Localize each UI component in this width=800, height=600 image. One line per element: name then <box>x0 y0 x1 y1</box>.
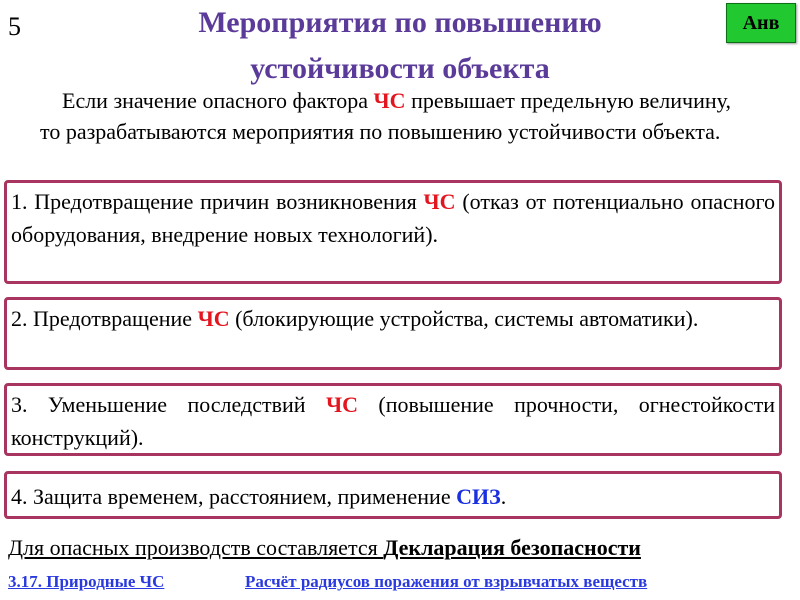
author-badge-button[interactable]: Анв <box>726 3 796 43</box>
intro-highlight: ЧС <box>373 88 406 113</box>
measure-box-2 <box>4 297 782 370</box>
measure-1-highlight: ЧС <box>423 189 456 214</box>
declaration-text: Для опасных производств составляется <box>8 535 384 560</box>
measure-3-prefix: 3. Уменьшение последствий <box>11 392 326 417</box>
measure-box-1 <box>4 180 782 284</box>
measure-4-suffix: . <box>500 484 507 509</box>
declaration-line <box>8 534 788 562</box>
measure-box-3 <box>4 383 782 456</box>
measure-2-prefix: 2. Предотвращение <box>11 306 198 331</box>
measure-2-highlight: ЧС <box>197 306 230 331</box>
intro-text-start: Если значение опасного фактора <box>62 88 374 113</box>
explosion-radius-link[interactable]: Расчёт радиусов поражения от взрывчатых веществ <box>245 572 648 591</box>
measure-4-highlight: СИЗ <box>456 484 501 509</box>
page-title: Мероприятия по повышению устойчивости объекта <box>198 6 602 85</box>
slide-number: 5 <box>8 12 21 41</box>
measure-1-suffix: (отказ от потенциально опасного оборудования, внедрение новых технологий). <box>11 189 775 247</box>
measure-1-prefix: 1. Предотвращение причин возникновения <box>11 189 424 214</box>
intro-paragraph <box>40 85 755 147</box>
measure-2-suffix: (блокирующие устройства, системы автоматики). <box>229 306 699 331</box>
measure-3-highlight: ЧС <box>325 392 358 417</box>
measure-box-4 <box>4 471 782 519</box>
natural-emergencies-link[interactable]: 3.17. Природные ЧС <box>8 572 165 591</box>
intro-text-end: превышает предельную величину, то разрабатываются мероприятия по повышению устойчивости объекта. <box>40 88 731 144</box>
measure-4-prefix: 4. Защита временем, расстоянием, применение <box>11 484 457 509</box>
measure-3-suffix: (повышение прочности, огнестойкости конструкций). <box>11 392 775 450</box>
declaration-bold: Декларация безопасности <box>383 535 641 560</box>
